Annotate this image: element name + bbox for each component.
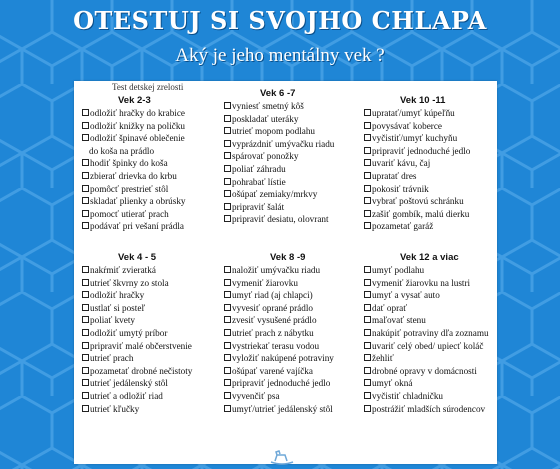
checklist-item[interactable] <box>224 352 334 365</box>
checklist-item[interactable] <box>224 201 334 214</box>
checkbox[interactable] <box>82 159 89 166</box>
checklist-item[interactable] <box>224 403 334 416</box>
checklist-item[interactable] <box>224 289 334 302</box>
checkbox[interactable] <box>224 329 231 336</box>
column-age-4-5 <box>82 251 192 415</box>
checklist-item-label: ustlať si posteľ <box>90 302 146 313</box>
checklist-item[interactable] <box>224 163 334 176</box>
checkbox[interactable] <box>224 367 231 374</box>
checklist-item[interactable] <box>82 302 192 315</box>
checklist-item-label: postrážiť mladších súrodencov <box>372 403 486 414</box>
checklist-item[interactable] <box>82 170 186 183</box>
checklist-item-label: pozametať drobné nečistoty <box>90 365 193 376</box>
checklist-item[interactable] <box>364 195 470 208</box>
checklist-item-label: ošúpať varené vajíčka <box>232 365 313 376</box>
checklist-item-label: umyť a vysať auto <box>372 290 440 301</box>
checklist-item[interactable] <box>224 264 334 277</box>
column-title: Vek 6 -7 <box>260 88 296 99</box>
checklist-item[interactable] <box>224 138 334 151</box>
checklist-item-label: ošúpať zemiaky/mrkvy <box>232 189 318 200</box>
checklist-item-label: vyprázdniť umývačku riadu <box>232 138 335 149</box>
checklist-item-label: uvariť celý obed/ upiecť koláč <box>372 340 484 351</box>
checkbox[interactable] <box>224 215 231 222</box>
checklist-item-label: pripraviť desiatu, olovrant <box>232 214 329 225</box>
checklist-item[interactable] <box>364 264 489 277</box>
checkbox[interactable] <box>82 172 89 179</box>
checklist-item-label: podávať pri vešaní prádla <box>90 221 184 232</box>
checklist-item-label: utrieť mopom podlahu <box>232 126 316 137</box>
checkbox[interactable] <box>364 379 371 386</box>
checkbox[interactable] <box>224 102 231 109</box>
checkbox[interactable] <box>224 165 231 172</box>
checklist-item-label: odložiť knižky na poličku <box>90 120 186 131</box>
checklist-item[interactable] <box>364 314 489 327</box>
checklist-item-label: utrieť prach <box>90 353 134 364</box>
checkbox[interactable] <box>364 392 371 399</box>
checkbox[interactable] <box>224 405 231 412</box>
checkbox[interactable] <box>82 134 89 141</box>
checkbox[interactable] <box>82 222 89 229</box>
checklist-item-label: žehliť <box>372 353 394 364</box>
checklist-item[interactable] <box>224 277 334 290</box>
checkbox[interactable] <box>364 291 371 298</box>
checklist-item[interactable] <box>224 365 334 378</box>
checkbox[interactable] <box>82 342 89 349</box>
checkbox[interactable] <box>364 134 371 141</box>
checklist-item-label: vyložiť nakúpené potraviny <box>232 353 334 364</box>
checklist-item-label: zašiť gombík, malú dierku <box>372 208 470 219</box>
checkbox[interactable] <box>82 210 89 217</box>
checkbox[interactable] <box>364 304 371 311</box>
checkbox[interactable] <box>82 316 89 323</box>
checkbox[interactable] <box>82 392 89 399</box>
checkbox[interactable] <box>224 140 231 147</box>
checkbox[interactable] <box>364 367 371 374</box>
checklist-item-label: vybrať poštovú schránku <box>372 196 464 207</box>
checkbox[interactable] <box>364 159 371 166</box>
checkbox[interactable] <box>224 266 231 273</box>
checklist-item[interactable] <box>224 125 334 138</box>
checkbox[interactable] <box>364 316 371 323</box>
checkbox[interactable] <box>82 329 89 336</box>
checklist-item-label: vyvenčiť psa <box>232 390 280 401</box>
checkbox[interactable] <box>82 291 89 298</box>
checkbox[interactable] <box>364 329 371 336</box>
checklist-item[interactable] <box>224 113 334 126</box>
checkbox[interactable] <box>82 405 89 412</box>
checklist-item-label: pripraviť jednoduché jedlo <box>232 378 331 389</box>
checklist-item[interactable] <box>364 377 489 390</box>
checklist-item[interactable] <box>364 365 489 378</box>
checklist-item[interactable] <box>364 352 489 365</box>
rocking-horse-logo <box>267 449 297 465</box>
checklist-item[interactable] <box>82 352 192 365</box>
checklist-item-label: poskladať uteráky <box>232 113 299 124</box>
checklist-item-label: vyčistiť/umyť kuchyňu <box>372 133 458 144</box>
checklist-item-label: drobné opravy v domácnosti <box>372 365 477 376</box>
checklist-item-label: vyvesiť oprané prádlo <box>232 302 313 313</box>
checklist-item-label: utrieť prach z nábytku <box>232 327 314 338</box>
checkbox[interactable] <box>82 379 89 386</box>
checkbox[interactable] <box>82 185 89 192</box>
checklist-item-label: povysávať koberce <box>372 120 442 131</box>
column-title: Vek 4 - 5 <box>118 252 157 263</box>
checkbox[interactable] <box>224 304 231 311</box>
checklist-item[interactable] <box>364 390 489 403</box>
column-age-10-11 <box>364 94 470 233</box>
checklist-item[interactable] <box>82 277 192 290</box>
checklist-item[interactable] <box>82 365 192 378</box>
column-age-2-3 <box>82 94 186 233</box>
checkbox[interactable] <box>82 304 89 311</box>
checklist-item-label: pripraviť šalát <box>232 201 285 212</box>
checkbox[interactable] <box>364 197 371 204</box>
checklist-item-label: pripraviť jednoduché jedlo <box>372 145 471 156</box>
checklist-item-label: pomôcť prestrieť stôl <box>90 183 169 194</box>
checkbox[interactable] <box>224 392 231 399</box>
checklist-item[interactable] <box>82 340 192 353</box>
checklist-item[interactable] <box>364 132 470 145</box>
checklist-item-label: pripraviť malé občerstvenie <box>90 340 192 351</box>
checklist-item-label: zvesiť vysušené prádlo <box>232 315 317 326</box>
checkbox[interactable] <box>224 127 231 134</box>
checklist-item[interactable] <box>224 213 334 226</box>
column-title: Vek 12 a viac <box>400 252 459 263</box>
checkbox[interactable] <box>364 342 371 349</box>
checklist-item[interactable] <box>82 157 186 170</box>
checkbox[interactable] <box>82 122 89 129</box>
checklist-item-label: poliať záhradu <box>232 163 286 174</box>
checklist-item[interactable] <box>82 132 186 145</box>
checkbox[interactable] <box>82 109 89 116</box>
checklist-item[interactable] <box>224 188 334 201</box>
checklist-item[interactable] <box>82 327 192 340</box>
checklist-item-label: utrieť jedálenský stôl <box>90 378 168 389</box>
checklist-item[interactable] <box>364 170 470 183</box>
checklist-item[interactable] <box>364 120 470 133</box>
checklist-item[interactable] <box>82 377 192 390</box>
checklist-item[interactable] <box>82 107 186 120</box>
checklist-item[interactable] <box>224 150 334 163</box>
checklist-item-label: hodiť špinky do koša <box>90 158 168 169</box>
checklist-item-label: uvariť kávu, čaj <box>372 158 431 169</box>
checklist-item[interactable] <box>82 195 186 208</box>
checkbox[interactable] <box>224 379 231 386</box>
checklist-item[interactable] <box>224 314 334 327</box>
checklist-sheet <box>74 81 497 464</box>
subheadline: Aký je jeho mentálny vek ? <box>175 45 385 66</box>
checklist-item-label: maľovať stenu <box>372 315 426 326</box>
checkbox[interactable] <box>224 115 231 122</box>
checklist-item-label: poliať kvety <box>90 315 136 326</box>
checklist-item[interactable] <box>224 327 334 340</box>
checklist-item[interactable] <box>364 157 470 170</box>
checklist-item[interactable] <box>364 403 489 416</box>
checkbox[interactable] <box>364 172 371 179</box>
checklist-item-label: nakúpiť potraviny dľa zoznamu <box>372 327 489 338</box>
checklist-item[interactable] <box>82 208 186 221</box>
checklist-item-label: vyniesť smetný kôš <box>232 101 304 111</box>
checkbox[interactable] <box>82 266 89 273</box>
checklist-item[interactable] <box>82 403 192 416</box>
checkbox[interactable] <box>82 367 89 374</box>
checklist-item[interactable] <box>224 377 334 390</box>
column-title: Vek 10 -11 <box>400 95 446 106</box>
checkbox[interactable] <box>224 316 231 323</box>
column-age-6-7 <box>224 87 334 226</box>
checklist-item-label: zbierať drievka do krbu <box>90 170 177 181</box>
checklist-item[interactable] <box>82 183 186 196</box>
checklist-item[interactable] <box>364 208 470 221</box>
checkbox[interactable] <box>224 291 231 298</box>
checkbox[interactable] <box>82 279 89 286</box>
checkbox[interactable] <box>364 122 371 129</box>
checklist-item-label: naložiť umývačku riadu <box>232 265 321 275</box>
sheet-title: Test detskej zrelosti <box>112 82 184 92</box>
checklist-item[interactable] <box>224 390 334 403</box>
checkbox[interactable] <box>82 354 89 361</box>
checklist-item[interactable] <box>364 107 470 120</box>
checklist-item[interactable] <box>364 183 470 196</box>
checklist-item-label: pohrabať lístie <box>232 176 286 187</box>
checkbox[interactable] <box>364 109 371 116</box>
checklist-item-label: vymeniť žiarovku <box>232 277 298 288</box>
checklist-item-label: pokosiť trávnik <box>372 183 429 194</box>
checklist-item-label: do koša na prádlo <box>89 145 155 156</box>
checklist-item-label: umyť okná <box>372 378 413 389</box>
checkbox[interactable] <box>364 147 371 154</box>
checklist-item-label: pomocť utierať prach <box>90 208 169 219</box>
checklist-item-label: upratať/umyť kúpeľňu <box>372 108 455 118</box>
checklist-item[interactable] <box>364 277 489 290</box>
checklist-item-label: pozametať garáž <box>372 221 434 232</box>
checklist-item <box>82 145 186 158</box>
checklist-item[interactable] <box>82 390 192 403</box>
checkbox[interactable] <box>364 266 371 273</box>
checklist-item[interactable] <box>364 302 489 315</box>
checklist-item-label: vystriekať terasu vodou <box>232 340 320 351</box>
checklist-item-label: umyť riad (aj chlapci) <box>232 290 313 301</box>
checkbox[interactable] <box>224 342 231 349</box>
checklist-item[interactable] <box>82 289 192 302</box>
column-title: Vek 8 -9 <box>270 252 306 263</box>
checklist-item-label: umyť/utrieť jedálenský stôl <box>232 403 333 414</box>
column-age-12-plus <box>364 251 489 415</box>
column-title: Vek 2-3 <box>118 95 151 106</box>
checklist-item[interactable] <box>224 340 334 353</box>
checkbox[interactable] <box>224 203 231 210</box>
checklist-item-label: odložiť umytý príbor <box>90 327 168 338</box>
checkbox[interactable] <box>224 178 231 185</box>
checklist-item-label: dať oprať <box>372 302 408 313</box>
checklist-item-label: vymeniť žiarovku na lustri <box>372 277 471 288</box>
checklist-item[interactable] <box>364 220 470 233</box>
checklist-item[interactable] <box>364 145 470 158</box>
checklist-item-label: upratať dres <box>372 170 417 181</box>
checklist-item[interactable] <box>82 120 186 133</box>
checklist-item-label: odložiť hračky do krabice <box>90 108 185 118</box>
checklist-item-label: vyčistiť chladničku <box>372 390 444 401</box>
checklist-item[interactable] <box>82 220 186 233</box>
checklist-item-label: utrieť a odložiť riad <box>90 390 163 401</box>
checklist-item-label: spárovať ponožky <box>232 151 299 162</box>
checkbox[interactable] <box>364 354 371 361</box>
checklist-item[interactable] <box>364 327 489 340</box>
checklist-item[interactable] <box>364 340 489 353</box>
checkbox[interactable] <box>364 210 371 217</box>
checkbox[interactable] <box>224 354 231 361</box>
checkbox[interactable] <box>364 185 371 192</box>
checklist-item-label: odložiť špinavé oblečenie <box>90 133 185 144</box>
checkbox[interactable] <box>82 197 89 204</box>
checklist-item-label: utrieť kľučky <box>90 403 140 414</box>
headline: OTESTUJ SI SVOJHO CHLAPA <box>73 6 487 35</box>
checklist-item[interactable] <box>224 100 334 113</box>
checklist-item[interactable] <box>82 314 192 327</box>
checkbox[interactable] <box>224 190 231 197</box>
checklist-item-label: skladať plienky a obrúsky <box>90 196 186 207</box>
checklist-item-label: odložiť hračky <box>90 290 145 301</box>
checklist-item[interactable] <box>224 176 334 189</box>
checklist-item-label: umyť podlahu <box>372 265 425 275</box>
column-age-8-9 <box>224 251 334 415</box>
checklist-item-label: utrieť škvrny zo stola <box>90 277 169 288</box>
checklist-item-label: nakŕmiť zvieratká <box>90 265 156 275</box>
checkbox[interactable] <box>224 152 231 159</box>
checklist-item[interactable] <box>82 264 192 277</box>
checkbox[interactable] <box>364 405 371 412</box>
checkbox[interactable] <box>364 222 371 229</box>
checklist-item[interactable] <box>364 289 489 302</box>
checkbox[interactable] <box>364 279 371 286</box>
checkbox[interactable] <box>224 279 231 286</box>
checklist-item[interactable] <box>224 302 334 315</box>
